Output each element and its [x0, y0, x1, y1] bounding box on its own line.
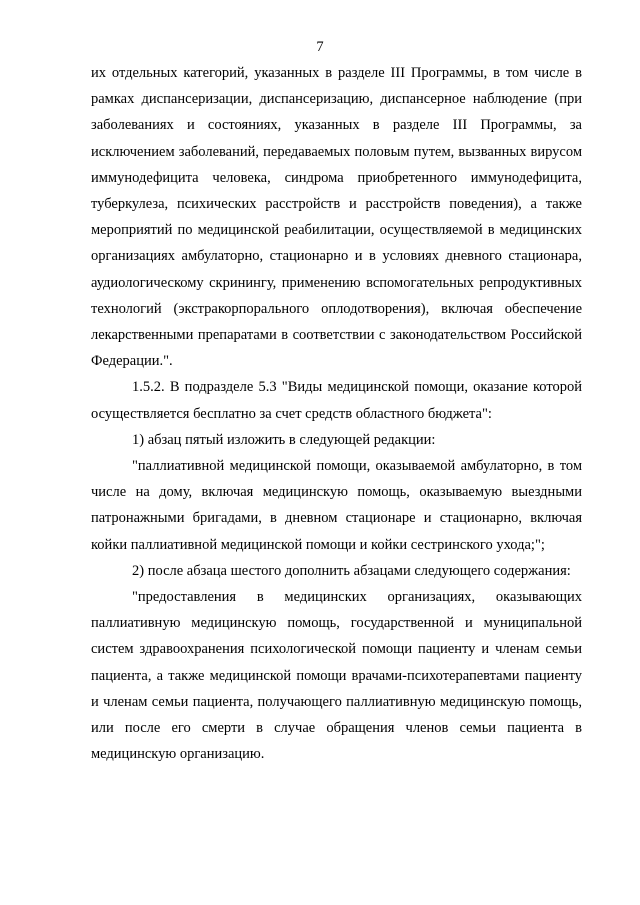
page-number: 7 [316, 39, 324, 55]
paragraph-item-2: 2) после абзаца шестого дополнить абзацами следующего содержания: [132, 562, 571, 579]
paragraph-item-1: 1) абзац пятый изложить в следующей редакции: [132, 431, 436, 448]
paragraph-1-5-2: 1.5.2. В подразделе 5.3 "Виды медицинской помощи, оказание которой осуществляется бесплатно за счет средств областного бюджета": [91, 379, 582, 422]
document-body [91, 60, 582, 767]
paragraph-palliative-care: "паллиативной медицинской помощи, оказываемой амбулаторно, в том числе на дому, включая медицинскую помощь, оказываемую выездными патронажными бригадами, в дневном стационаре и стационарно, включая койки паллиативной медицинской помощи и койки сестринского ухода;"; [91, 458, 582, 553]
paragraph-psychological-help: "предоставления в медицинских организациях, оказывающих паллиативную медицинскую помощь, государственной и муниципальной систем здравоохранения психологической помощи пациенту и членам семьи пациента, а также медицинской помощи врачами-психотерапевтами пациенту и членам семьи пациента, получающего паллиативную медицинскую помощь, или после его смерти в случае обращения членов семьи пациента в медицинскую организацию. [91, 589, 582, 763]
paragraph-continuation: их отдельных категорий, указанных в разделе III Программы, в том числе в рамках диспансеризации, диспансеризацию, диспансерное наблюдение (при заболеваниях и состояниях, указанных в разделе III Программы, за исключением заболеваний, передаваемых половым путем, вызванных вирусом иммунодефицита человека, синдрома приобретенного иммунодефицита, туберкулеза, психических расстройств и расстройств поведения), а также мероприятий по медицинской реабилитации, осуществляемой в медицинских организациях амбулаторно, стационарно и в условиях дневного стационара, аудиологическому скринингу, применению вспомогательных репродуктивных технологий (экстракорпорального оплодотворения), включая обеспечение лекарственными препаратами в соответствии с законодательством Российской Федерации.". [91, 65, 582, 370]
